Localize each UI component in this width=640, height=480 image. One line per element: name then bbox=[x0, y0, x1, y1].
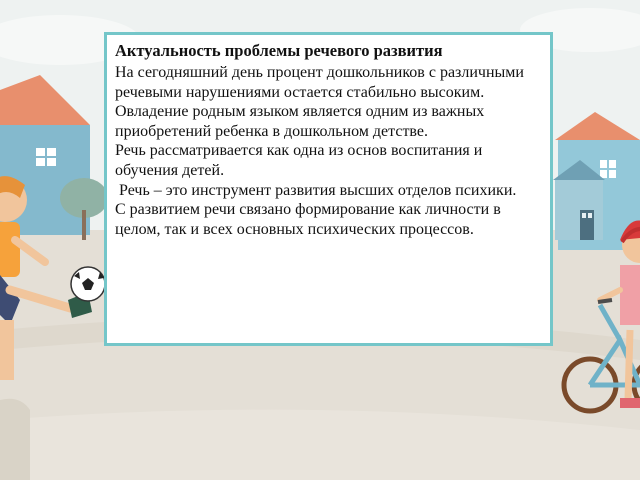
slide-title: Актуальность проблемы речевого развития bbox=[115, 41, 443, 60]
paragraph-4: С развитием речи связано формирование как личности в целом, так и всех основных психических процессов. bbox=[115, 201, 501, 238]
foreground-grass bbox=[0, 399, 30, 480]
paragraph-1: На сегодняшний день процент дошкольников с различными речевыми нарушениями остается стабильно высоким. Овладение родным языком является одним из важных приобретений ребенка в дошкольном детстве. bbox=[115, 64, 524, 140]
paragraph-3: Речь – это инструмент развития высших отделов психики. bbox=[115, 181, 517, 199]
content-card bbox=[104, 32, 553, 346]
paragraph-2: Речь рассматривается как одна из основ воспитания и обучения детей. bbox=[115, 142, 483, 179]
